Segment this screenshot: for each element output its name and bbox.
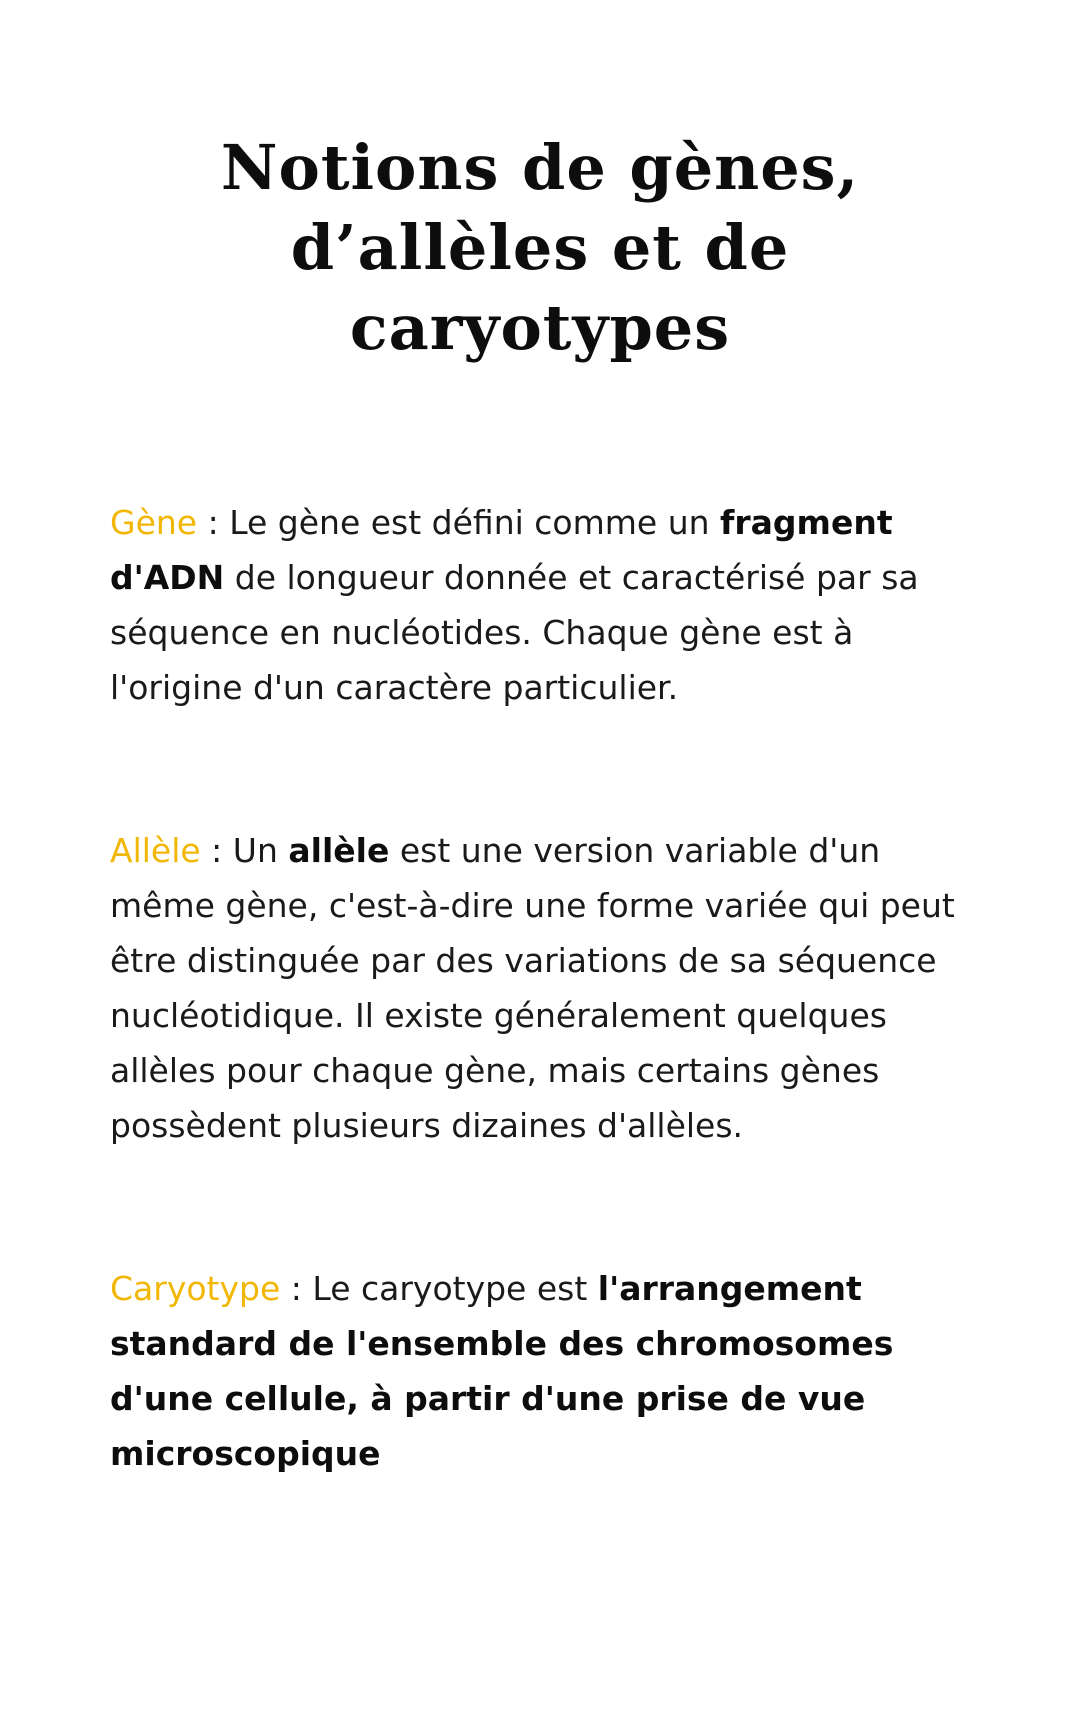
- allele-bold-1: allèle: [288, 831, 390, 870]
- caryotype-bold-1: l'arrangement standard de l'ensemble des chromosomes d'une cellule, à partir d'une prise de vue microscopique: [110, 1269, 894, 1473]
- allele-text-1: Un: [232, 831, 289, 870]
- gene-definition: [110, 495, 990, 715]
- allele-term: Allèle: [110, 831, 201, 870]
- title-line-2: d’allèles et de: [290, 211, 790, 284]
- title-line-3: caryotypes: [349, 291, 731, 364]
- gene-text-2: de longueur donnée et caractérisé par sa séquence en nucléotides. Chaque gène est à l'origine d'un caractère particulier.: [110, 558, 919, 707]
- page-title: [140, 128, 940, 368]
- gene-bold-1: fragment d'ADN: [110, 503, 893, 597]
- caryotype-text-1: Le caryotype est: [312, 1269, 598, 1308]
- title-line-1: Notions de gènes,: [220, 131, 860, 204]
- gene-text-1: Le gène est défini comme un: [229, 503, 721, 542]
- caryotype-term: Caryotype: [110, 1269, 281, 1308]
- caryotype-separator: :: [280, 1269, 313, 1308]
- allele-text-2: est une version variable d'un même gène, c'est-à-dire une forme variée qui peut être distinguée par des variations de sa séquence nucléotidique. Il existe généralement quelques allèles pour chaque gène, mais certains gènes possèdent plusieurs dizaines d'allèles.: [110, 831, 955, 1145]
- allele-separator: :: [200, 831, 233, 870]
- gene-term: Gène: [110, 503, 198, 542]
- caryotype-definition: [110, 1261, 990, 1481]
- gene-separator: :: [197, 503, 230, 542]
- allele-definition: [110, 823, 990, 1153]
